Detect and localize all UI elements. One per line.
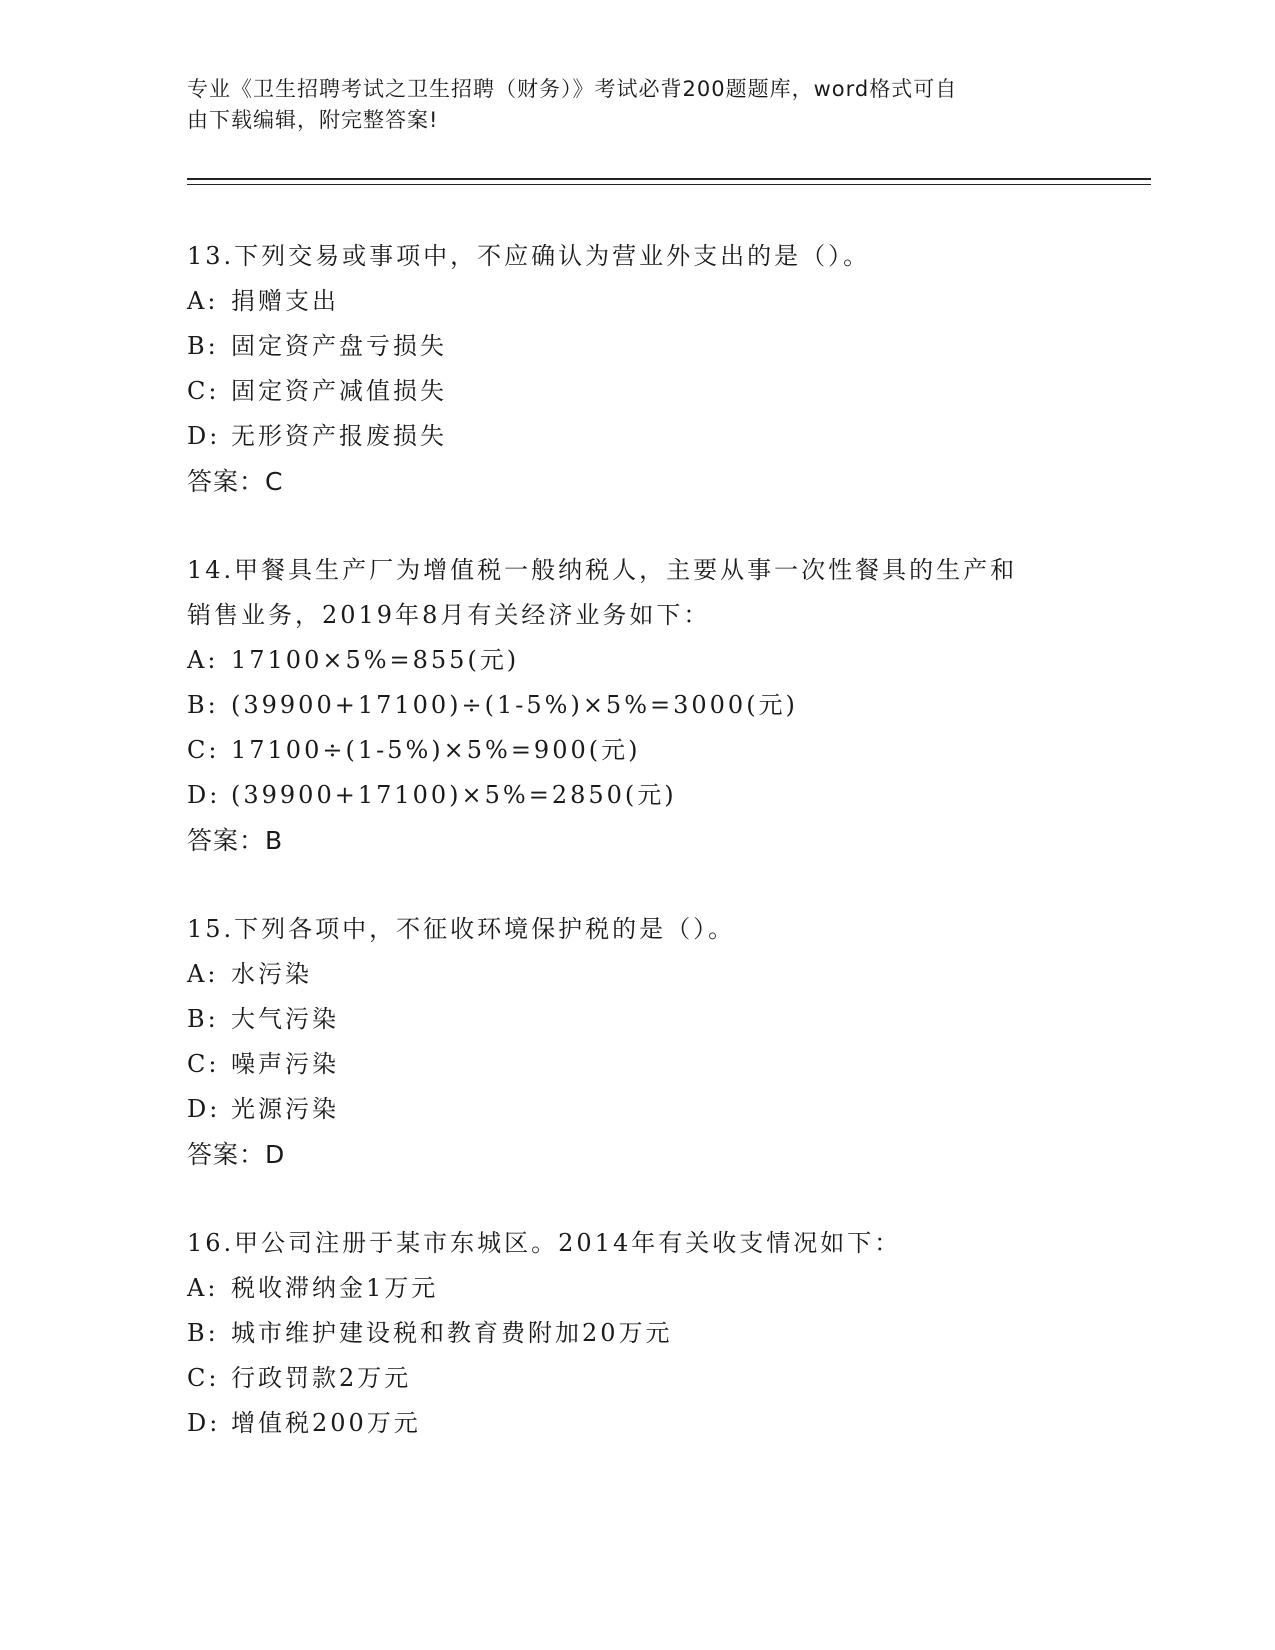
option-text: 税收滞纳金1万元	[231, 1274, 439, 1302]
option-row	[187, 997, 1087, 1042]
option-text: 噪声污染	[231, 1050, 339, 1078]
option-text: 水污染	[231, 960, 312, 988]
option-row	[187, 369, 1087, 414]
option-text: 固定资产减值损失	[231, 377, 447, 405]
option-letter: C:	[187, 1050, 220, 1078]
answer-line: 答案：D	[187, 1140, 286, 1169]
question-stem: 15.下列各项中，不征收环境保护税的是（）。	[187, 915, 736, 943]
question-block	[187, 234, 1087, 504]
answer-line: 答案：C	[187, 467, 284, 496]
option-row	[187, 1311, 1087, 1356]
answer-line: 答案：B	[187, 826, 284, 855]
option-text: 行政罚款2万元	[231, 1364, 412, 1392]
option-text: 光源污染	[231, 1095, 339, 1123]
option-letter: B:	[187, 332, 219, 360]
header-rule-thick	[187, 178, 1151, 180]
option-letter: B:	[187, 1319, 219, 1347]
question-block	[187, 548, 1087, 863]
header-line-1: 专业《卫生招聘考试之卫生招聘（财务）》考试必背200题题库，word格式可自	[187, 77, 958, 101]
option-letter: A:	[187, 287, 219, 315]
option-letter: A:	[187, 1274, 219, 1302]
option-row	[187, 1042, 1087, 1087]
option-row	[187, 1266, 1087, 1311]
question-stem: 16.甲公司注册于某市东城区。2014年有关收支情况如下：	[187, 1229, 902, 1257]
question-stem: 14.甲餐具生产厂为增值税一般纳税人，主要从事一次性餐具的生产和	[187, 556, 1018, 584]
option-text: 大气污染	[231, 1005, 339, 1033]
option-text: 17100×5%=855(元)	[231, 646, 520, 674]
option-row	[187, 414, 1087, 459]
option-letter: D:	[187, 1095, 221, 1123]
option-letter: C:	[187, 377, 220, 405]
question-block	[187, 907, 1087, 1177]
option-text: 无形资产报废损失	[231, 422, 447, 450]
option-row	[187, 1401, 1087, 1446]
option-text: (39900+17100)÷(1-5%)×5%=3000(元)	[231, 691, 798, 719]
question-stem: 销售业务，2019年8月有关经济业务如下：	[187, 601, 711, 629]
option-text: 城市维护建设税和教育费附加20万元	[231, 1319, 673, 1347]
option-text: 固定资产盘亏损失	[231, 332, 447, 360]
option-row	[187, 683, 1087, 728]
option-letter: D:	[187, 422, 221, 450]
question-block	[187, 1221, 1087, 1446]
option-letter: D:	[187, 1409, 221, 1437]
question-list	[187, 234, 1087, 1490]
option-text: 增值税200万元	[231, 1409, 421, 1437]
option-letter: D:	[187, 781, 221, 809]
option-row	[187, 728, 1087, 773]
question-stem: 13.下列交易或事项中，不应确认为营业外支出的是（）。	[187, 242, 871, 270]
option-row	[187, 638, 1087, 683]
option-row	[187, 773, 1087, 818]
header-line-2: 由下载编辑，附完整答案!	[187, 108, 439, 132]
option-row	[187, 324, 1087, 369]
option-letter: A:	[187, 646, 219, 674]
option-letter: B:	[187, 691, 219, 719]
option-letter: C:	[187, 1364, 220, 1392]
option-row	[187, 1087, 1087, 1132]
option-row	[187, 279, 1087, 324]
option-text: 17100÷(1-5%)×5%=900(元)	[231, 736, 641, 764]
option-row	[187, 952, 1087, 997]
header-note	[187, 74, 1087, 136]
option-letter: C:	[187, 736, 220, 764]
option-row	[187, 1356, 1087, 1401]
option-letter: A:	[187, 960, 219, 988]
option-letter: B:	[187, 1005, 219, 1033]
option-text: (39900+17100)×5%=2850(元)	[231, 781, 677, 809]
header-rule-thin	[187, 184, 1151, 185]
option-text: 捐赠支出	[231, 287, 339, 315]
